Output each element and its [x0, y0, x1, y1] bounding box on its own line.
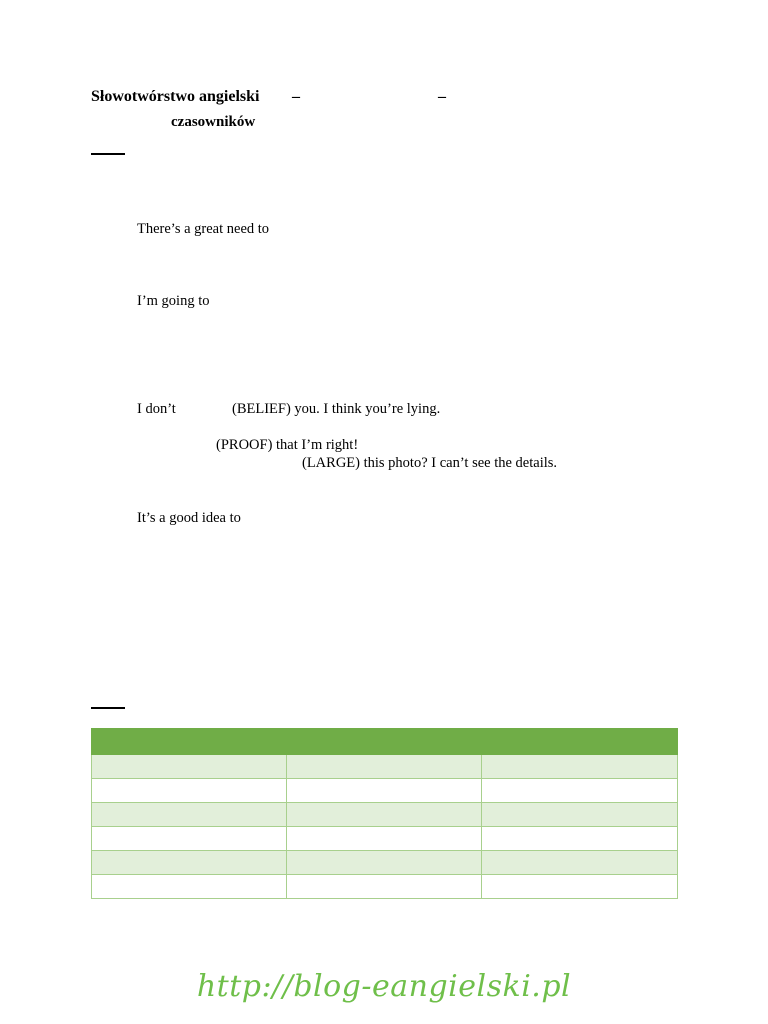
table-cell[interactable] — [482, 827, 678, 851]
table-header-row — [92, 729, 678, 755]
sentence-2: I’m going to — [137, 293, 210, 309]
footer — [0, 958, 768, 1014]
document-subtitle: czasowników — [171, 114, 256, 130]
table-cell[interactable] — [92, 779, 287, 803]
table-cell[interactable] — [287, 803, 482, 827]
footer-url[interactable]: http://blog-eangielski.pl — [196, 969, 572, 1004]
table-cell[interactable] — [287, 827, 482, 851]
table-cell[interactable] — [92, 875, 287, 899]
title-dash-1: – — [292, 88, 300, 105]
table-cell[interactable] — [482, 755, 678, 779]
table-row — [92, 875, 678, 899]
table-cell[interactable] — [92, 755, 287, 779]
table-cell[interactable] — [92, 851, 287, 875]
table-cell[interactable] — [482, 875, 678, 899]
table-row — [92, 827, 678, 851]
table-cell[interactable] — [287, 779, 482, 803]
table-cell[interactable] — [92, 803, 287, 827]
table-cell[interactable] — [482, 851, 678, 875]
table-row — [92, 803, 678, 827]
table-row — [92, 779, 678, 803]
sentence-3-end: (BELIEF) you. I think you’re lying. — [232, 401, 441, 417]
title-dash-2: – — [438, 88, 446, 105]
section-divider-top — [91, 153, 125, 155]
answer-table — [91, 728, 678, 899]
sentence-3-start: I don’t — [137, 401, 176, 417]
sentence-1: There’s a great need to — [137, 221, 270, 237]
table-cell[interactable] — [482, 779, 678, 803]
sentence-5: (LARGE) this photo? I can’t see the details. — [302, 455, 558, 471]
section-divider-bottom — [91, 707, 125, 709]
table-header-cell — [92, 729, 678, 755]
table-row — [92, 851, 678, 875]
table-cell[interactable] — [287, 875, 482, 899]
table-cell[interactable] — [92, 827, 287, 851]
document-title: Słowotwórstwo angielski — [91, 88, 260, 105]
table-cell[interactable] — [287, 851, 482, 875]
sentence-4: (PROOF) that I’m right! — [216, 437, 359, 453]
sentence-6: It’s a good idea to — [137, 510, 241, 526]
footer-url-logo[interactable] — [196, 958, 572, 1014]
table-cell[interactable] — [287, 755, 482, 779]
table-cell[interactable] — [482, 803, 678, 827]
table-row — [92, 755, 678, 779]
